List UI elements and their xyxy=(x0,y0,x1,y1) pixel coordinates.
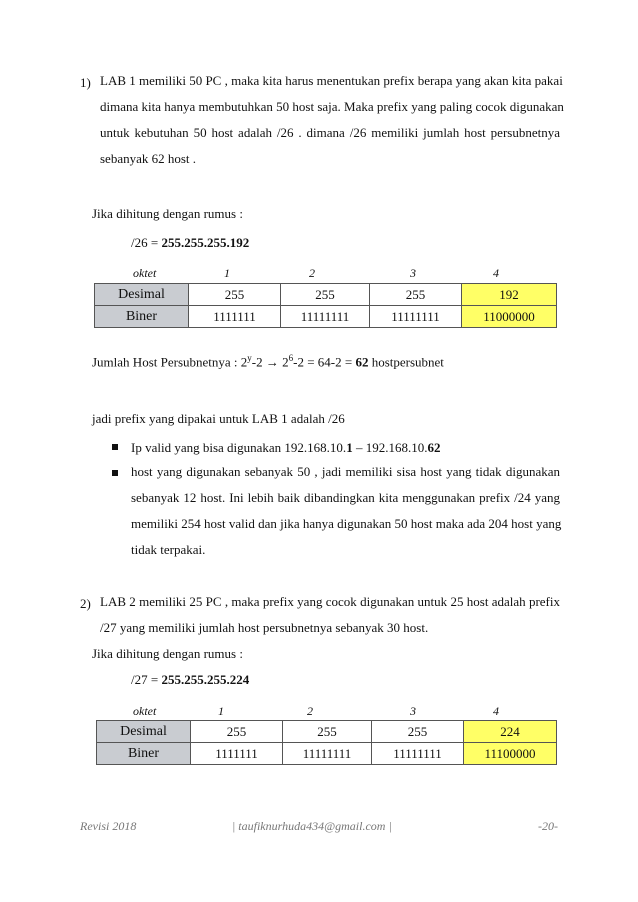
hosts-sup: 6 xyxy=(288,353,294,363)
section1-line: sebanyak 62 host . xyxy=(100,151,197,166)
table-cell: 255 xyxy=(281,284,370,306)
table-cell-highlight: 11100000 xyxy=(464,743,557,765)
table-cell: 255 xyxy=(372,721,464,743)
section2-oktet-row xyxy=(0,704,638,720)
table-cell: 255 xyxy=(191,721,283,743)
section1-subnet-table xyxy=(94,283,557,328)
oktet-number: 1 xyxy=(224,266,230,280)
bullet-ip-valid xyxy=(131,440,440,456)
oktet-number: 3 xyxy=(410,704,416,718)
table-row-biner xyxy=(95,306,557,328)
row-label: Biner xyxy=(97,743,191,765)
section1-line: untuk kebutuhan 50 host adalah /26 . dimana /26 memiliki jumlah host persubnetnya xyxy=(100,125,560,140)
hosts-text: hostpersubnet xyxy=(368,354,444,370)
table-cell: 255 xyxy=(370,284,462,306)
section1-paragraph xyxy=(100,68,564,172)
section1-formula-intro: Jika dihitung dengan rumus : xyxy=(92,206,243,221)
hosts-text: -2 → 2 xyxy=(251,354,289,370)
oktet-number: 2 xyxy=(307,704,313,718)
table-cell: 255 xyxy=(189,284,281,306)
section2-formula-intro: Jika dihitung dengan rumus : xyxy=(92,646,243,661)
hosts-sup: y xyxy=(247,353,252,363)
table-cell: 1111111 xyxy=(191,743,283,765)
bullet-text: Ip valid yang bisa digunakan 192.168.10. xyxy=(131,440,347,455)
footer-revision: Revisi 2018 xyxy=(80,819,137,833)
oktet-label: oktet xyxy=(133,704,157,718)
table-cell: 1111111 xyxy=(189,306,281,328)
formula-mask: 255.255.255.192 xyxy=(161,235,250,250)
hosts-bold: 62 xyxy=(355,354,369,370)
oktet-number: 4 xyxy=(493,704,499,718)
bullet-line: memiliki 254 host valid dan jika hanya digunakan 50 host maka ada 204 host yang xyxy=(131,516,562,531)
table-cell: 255 xyxy=(283,721,372,743)
hosts-per-subnet-line xyxy=(92,350,444,370)
bullet-line: sebanyak 12 host. Ini lebih baik dibandingkan kita menggunakan prefix /24 yang xyxy=(131,490,560,505)
bullet-bold: 1 xyxy=(346,440,353,455)
oktet-number: 1 xyxy=(218,704,224,718)
oktet-number: 4 xyxy=(493,266,499,280)
oktet-label: oktet xyxy=(133,266,157,280)
section2-line: /27 yang memiliki jumlah host persubnetnya sebanyak 30 host. xyxy=(100,620,429,635)
table-row-desimal xyxy=(97,721,557,743)
bullet-text: – 192.168.10. xyxy=(352,440,428,455)
section1-oktet-row xyxy=(0,266,638,282)
section2-line: LAB 2 memiliki 25 PC , maka prefix yang cocok digunakan untuk 25 host adalah prefix xyxy=(100,594,560,609)
table-cell: 11111111 xyxy=(370,306,462,328)
formula-prefix: /26 = xyxy=(131,235,162,250)
bullet-line: tidak terpakai. xyxy=(131,542,206,557)
section2-formula xyxy=(131,672,249,688)
table-row-biner xyxy=(97,743,557,765)
table-cell-highlight: 11000000 xyxy=(462,306,557,328)
hosts-text: -2 = 64-2 = xyxy=(293,354,356,370)
section1-line: LAB 1 memiliki 50 PC , maka kita harus menentukan prefix berapa yang akan kita pakai xyxy=(100,73,563,88)
table-cell: 11111111 xyxy=(372,743,464,765)
bullet-bold: 62 xyxy=(427,440,441,455)
row-label: Desimal xyxy=(97,721,191,743)
table-cell-highlight: 224 xyxy=(464,721,557,743)
section1-number: 1) xyxy=(80,75,91,90)
footer-page-number: -20- xyxy=(538,819,558,833)
bullet-host-paragraph xyxy=(131,459,560,563)
section2-number: 2) xyxy=(80,596,91,611)
section2-paragraph xyxy=(100,589,560,641)
oktet-number: 3 xyxy=(410,266,416,280)
square-bullet-icon xyxy=(112,470,118,476)
table-row-desimal xyxy=(95,284,557,306)
footer-email: | taufiknurhuda434@gmail.com | xyxy=(232,819,392,833)
oktet-number: 2 xyxy=(309,266,315,280)
section1-line: dimana kita hanya membutuhkan 50 host saja. Maka prefix yang paling cocok digunakan xyxy=(100,99,564,114)
row-label: Biner xyxy=(95,306,189,328)
table-cell: 11111111 xyxy=(281,306,370,328)
table-cell-highlight: 192 xyxy=(462,284,557,306)
section2-subnet-table xyxy=(96,720,557,765)
formula-mask: 255.255.255.224 xyxy=(161,672,250,687)
table-cell: 11111111 xyxy=(283,743,372,765)
square-bullet-icon xyxy=(112,444,118,450)
bullet-line: host yang digunakan sebanyak 50 , jadi memiliki sisa host yang tidak digunakan xyxy=(131,464,560,479)
section1-formula xyxy=(131,235,249,251)
section1-conclusion: jadi prefix yang dipakai untuk LAB 1 adalah /26 xyxy=(92,411,345,426)
hosts-text: Jumlah Host Persubnetnya : 2 xyxy=(92,354,248,370)
formula-prefix: /27 = xyxy=(131,672,162,687)
row-label: Desimal xyxy=(95,284,189,306)
